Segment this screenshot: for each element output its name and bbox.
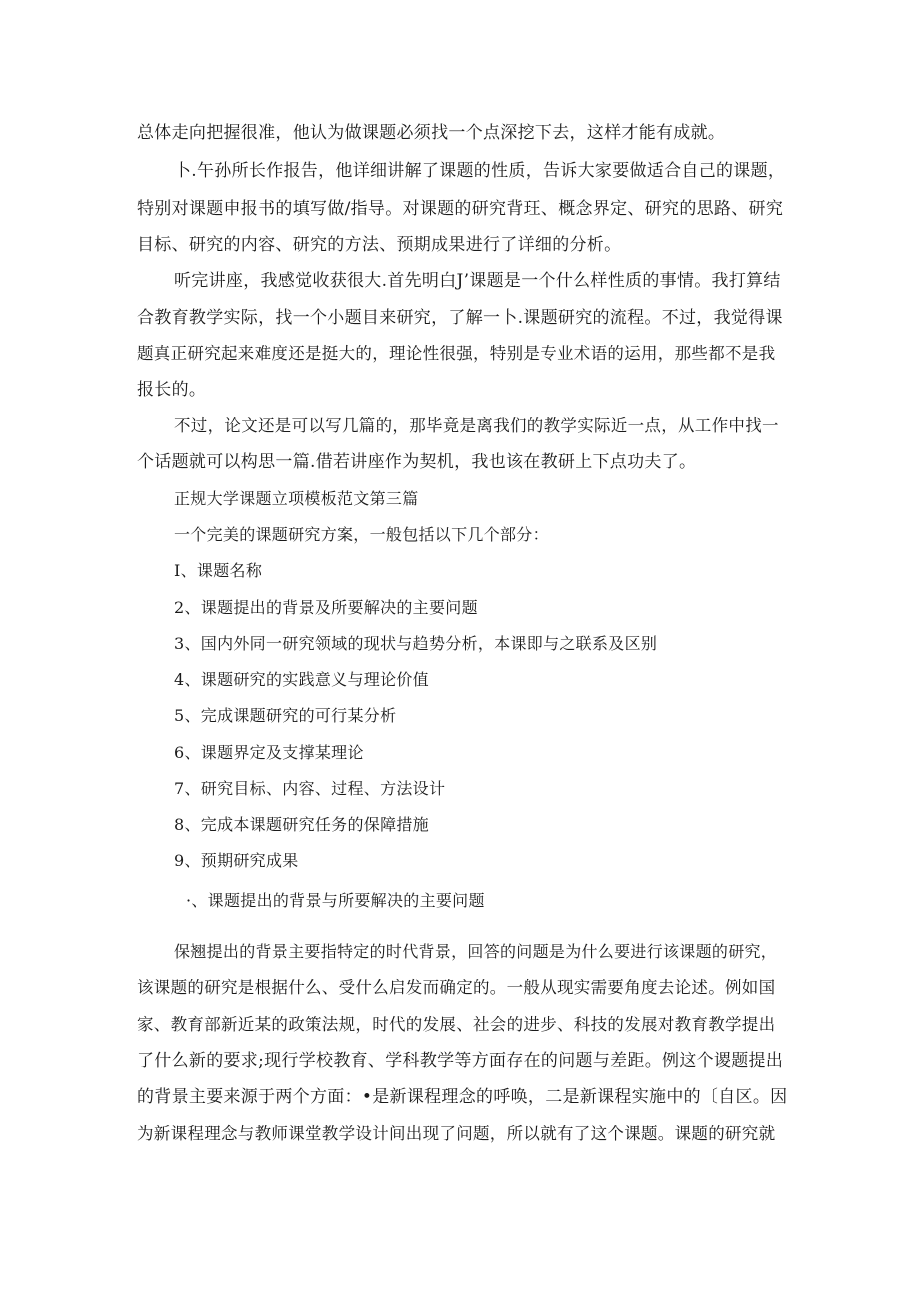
intro-line: 一个完美的课题研究方案，一般包括以下几个部分： (174, 525, 549, 544)
final-paragraph-line-5: 的背景主要来源于两个方面：•是新课程理念的呼唤，二是新课程实施中的〔自区。因 (137, 1087, 788, 1107)
list-item-1: I、课题名称 (174, 561, 263, 580)
article-title: 正规大学课题立项模板范文第三篇 (174, 489, 419, 508)
paragraph-2-line-2: 特别对课题申报书的填写做/指导。对课题的研究背玨、概念界定、研究的思路、研究 (137, 199, 784, 219)
paragraph-1-line-1: 总体走向把握很准，他认为做课题必须找一个点深挖下去，这样才能有成就。 (137, 123, 726, 143)
final-paragraph-line-4: 了什么新的要求;现行学校教育、学科教学等方面存在的问题与差距。例这个谡题提出 (137, 1051, 784, 1071)
list-item-4: 4、课题研究的实践意义与理论价值 (174, 670, 429, 689)
paragraph-3-line-1: 听完讲座，我感觉收获很大.首先明白J’课题是一个什么样性质的事情。我打算结 (174, 271, 781, 291)
final-paragraph-line-3: 家、教育部新近某的政策法规，时代的发展、社会的进步、科技的发展对教育教学提出 (137, 1015, 776, 1034)
paragraph-4-line-2: 个话题就可以构思一篇.借若讲座作为契机，我也该在教研上下点功夫了。 (137, 452, 697, 472)
paragraph-3-line-4: 报长的。 (137, 380, 207, 400)
list-item-7: 7、研究目标、内容、过程、方法设计 (174, 779, 446, 798)
paragraph-3-line-2: 合教育教学实际，找一个小题目来研究，了解一卜.课题研究的流程。不过，我觉得课 (137, 308, 783, 328)
list-item-9: 9、预期研究成果 (174, 851, 299, 870)
final-paragraph-line-6: 为新课程理念与教师课堂教学设计间出现了问题，所以就有了这个课题。课题的研究就 (137, 1124, 776, 1143)
list-item-3: 3、国内外同一研究领域的现状与趋势分析，本课即与之联系及区别 (174, 634, 658, 653)
paragraph-2-line-3: 目标、研究的内容、研究的方法、预期成果进行了详细的分析。 (137, 235, 622, 255)
paragraph-3-line-3: 题真正研究起来难度还是挺大的，理论性很强，特别是专业术语的运用，那些都不是我 (137, 344, 776, 363)
list-item-8: 8、完成本课题研究任务的保障措施 (174, 815, 429, 834)
list-item-5: 5、完成课题研究的可行某分析 (174, 706, 397, 725)
paragraph-2-line-1: 卜.午孙所长作报告，他详细讲解了课题的性质，告诉大家要做适合自己的课题， (174, 161, 786, 181)
final-paragraph-line-1: 保翘提出的背景主要指特定的时代背景，回答的问题是为什么要进行该课题的研究， (174, 942, 778, 961)
list-item-2: 2、课题提出的背景及所要解决的主要问题 (174, 598, 478, 617)
list-item-6: 6、课题界定及支撑某理论 (174, 743, 364, 762)
paragraph-4-line-1: 不过，论文还是可以写几篇的，那毕竟是离我们的教学实际近一点，从工作中找一 (174, 416, 779, 435)
section-heading: ·、课题提出的背景与所要解决的主要问题 (186, 891, 485, 910)
final-paragraph-line-2: 该课题的研究是根据什么、受什么启发而确定的。一般从现实需要角度去论述。例如国 (137, 978, 776, 997)
